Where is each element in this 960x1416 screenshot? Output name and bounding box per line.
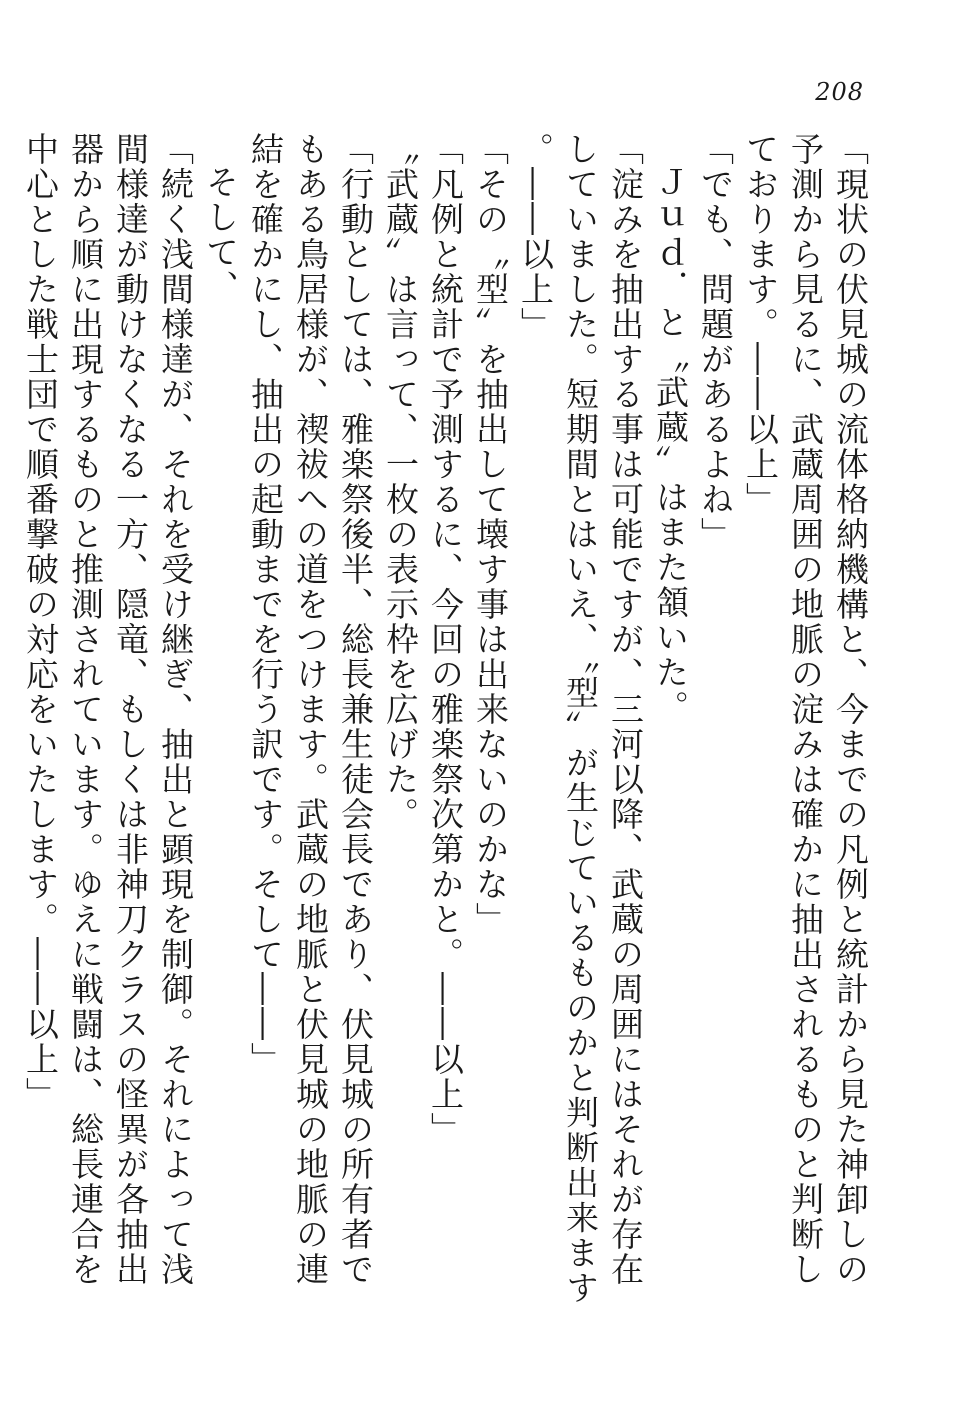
paragraph-1: 「現状の伏見城の流体格納機構と、今までの凡例と統計から見た神卸しの予測から見るに、武蔵周囲の地脈の淀みは確かに抽出されるものと判断しております。――以上」 [741, 132, 870, 1287]
paragraph-7: 〝武蔵〟は言って、一枚の表示枠を広げた。 [381, 132, 420, 832]
paragraph-3: Ｊｕｄ．と〝武蔵〟はまた頷いた。 [651, 165, 690, 725]
paragraph-8: 「行動としては、雅楽祭後半、総長兼生徒会長であり、伏見城の所有者でもある鳥居様が、禊祓への道をつけます。武蔵の地脈と伏見城の地脈の連結を確かにし、抽出の起動までを行う訳です。そして――」 [246, 132, 375, 1287]
paragraph-9: そして、 [201, 165, 240, 305]
vertical-text-block [21, 132, 873, 1312]
paragraph-2: 「でも、問題があるよね」 [696, 132, 735, 552]
paragraph-4: 「淀みを抽出する事は可能ですが、三河以降、武蔵の周囲にはそれが存在していました。短期間とはいえ、〝型〟が生じているものかと判断出来ます。――以上」 [516, 132, 645, 1306]
paragraph-6: 「凡例と統計で予測するに、今回の雅楽祭次第かと。――以上」 [426, 132, 465, 1147]
paragraph-5: 「その〝型〟を抽出して壊す事は出来ないのかな」 [471, 132, 510, 937]
page-number: 208 [815, 78, 864, 106]
paragraph-10: 「続く浅間様達が、それを受け継ぎ、抽出と顕現を制御。それによって浅間様達が動けなくなる一方、隠竜、もしくは非神刀クラスの怪異が各抽出器から順に出現するものと推測されています。ゆえに戦闘は、総長連合を中心とした戦士団で順番撃破の対応をいたします。――以上」 [21, 132, 195, 1287]
